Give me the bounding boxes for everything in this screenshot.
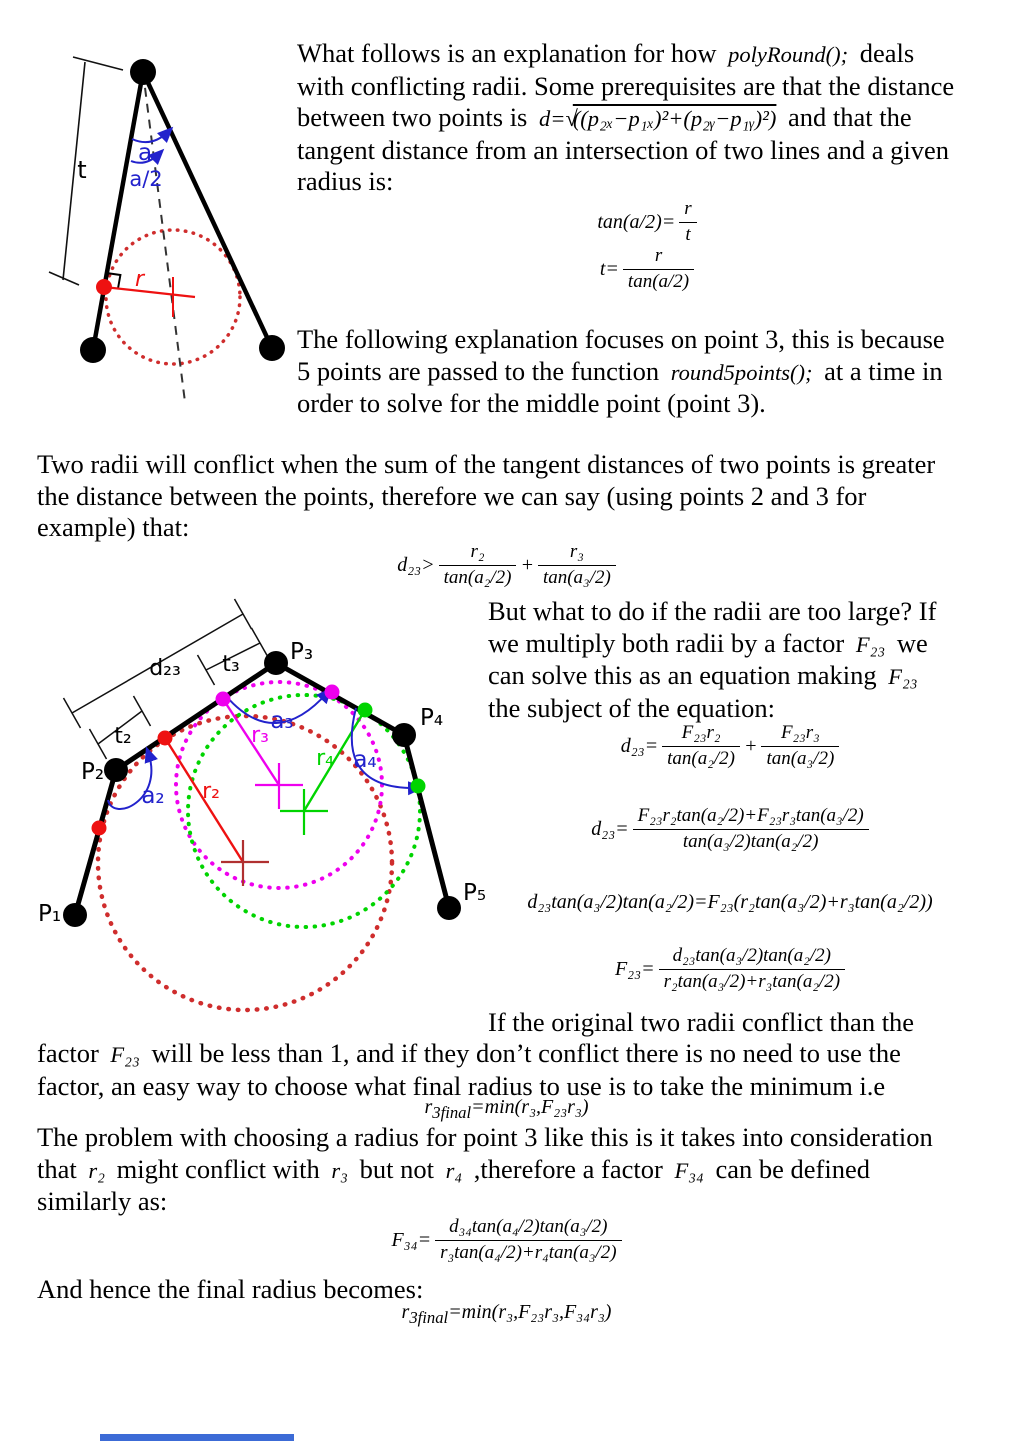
p1-label: P₁ [38, 901, 62, 927]
denominator: tan(a₃/2) [766, 747, 835, 769]
formula-tan-half-angle [297, 198, 997, 247]
text-segment: polyRound(); [728, 42, 849, 67]
numerator: r₃ [538, 541, 616, 566]
tangent-dot-red-1 [158, 731, 173, 746]
text-segment: we multiply both radii by a factor [488, 627, 851, 658]
text-line [297, 356, 997, 389]
formula-d23-with-factor [480, 722, 980, 771]
text-segment: r₄ [445, 1157, 463, 1183]
tangent-angle-diagram [35, 40, 305, 425]
numerator: F₂₃r₃ [761, 722, 839, 747]
text-line [297, 38, 997, 71]
d23-label: d₂₃ [149, 656, 181, 681]
formula-subscript: 3final [432, 1103, 472, 1122]
text-segment: deals [853, 38, 915, 68]
t2-tick-left [90, 729, 107, 759]
text-line [297, 388, 997, 420]
numerator: F₂₃r₂tan(a₂/2)+F₂₃r₃tan(a₃/2) [633, 805, 869, 830]
point3-paragraph [297, 324, 997, 420]
formula-rest: =min(r₃,F₂₃r₃,F₃₄r₃) [448, 1301, 612, 1323]
text-line [488, 693, 1003, 725]
f34-paragraph [37, 1122, 997, 1218]
tangent-point-dot [96, 279, 112, 295]
text-segment: that [37, 1153, 84, 1184]
text-segment: ,therefore a factor [467, 1153, 670, 1184]
d23-tick-left [64, 698, 81, 728]
text-line [297, 71, 997, 103]
tangent-dot-magenta-2 [325, 685, 340, 700]
text-segment: the distance between the points, therefore we can say (using points 2 and 3 for [37, 480, 867, 511]
a4-label: a₄ [353, 747, 377, 773]
denominator: tan(a₃/2)tan(a₂/2) [682, 830, 819, 852]
p2-vertex-dot [104, 758, 128, 782]
r2-label: r₂ [202, 779, 220, 804]
text-segment: with conflicting radii. Some prerequisites are that the distance [297, 70, 955, 101]
a2-label: a₂ [141, 783, 165, 809]
text-segment: between two points is [297, 102, 534, 132]
text-line [297, 324, 997, 356]
text-line [37, 449, 987, 481]
fraction [439, 541, 517, 590]
text-line [488, 660, 1003, 693]
text-segment: factor [37, 1038, 106, 1068]
fraction [435, 1216, 621, 1265]
intro-paragraph [297, 38, 997, 198]
formula-rest: =min(r₃,F₂₃r₃) [471, 1096, 589, 1118]
text-segment: The following explanation focuses on point 3, this is because [297, 324, 945, 354]
text-line [488, 1007, 1003, 1039]
formula-f23-solved [480, 945, 980, 994]
text-line [297, 166, 997, 198]
fraction [623, 245, 694, 294]
text-line [37, 1154, 997, 1187]
text-segment: The problem with choosing a radius for point 3 like this is it takes into consideration [37, 1122, 933, 1152]
text-segment: But what to do if the radii are too large? If [488, 596, 937, 626]
fraction [633, 805, 869, 854]
formula-r3final-min [0, 1096, 1013, 1123]
text-line [488, 596, 1003, 628]
denominator: tan(a₂/2) [443, 566, 512, 588]
text-line [297, 102, 997, 135]
text-segment: might conflict with [109, 1153, 327, 1184]
formula-d23-linear: d₂₃tan(a₃/2)tan(a₂/2)=F₂₃(r₂tan(a₃/2)+r₃tan(a₂/2)) [527, 891, 933, 913]
formula-lhs: F₂₃= [614, 957, 655, 980]
text-segment: r₃ [331, 1157, 348, 1183]
numerator: r [679, 198, 696, 223]
minimum-paragraph [37, 1038, 987, 1102]
text-segment: can solve this as an equation making [488, 660, 884, 690]
t-label: t [77, 156, 87, 184]
fraction [538, 541, 616, 590]
text-segment: F₂₃ [888, 664, 918, 689]
text-segment: And hence the final radius becomes: [37, 1274, 424, 1304]
numerator: F₂₃r₂ [662, 722, 740, 747]
t3-tick-right [252, 628, 269, 658]
fraction [659, 945, 845, 994]
formula-base: r [401, 1301, 410, 1323]
bottom-right-vertex-dot [259, 335, 285, 361]
denominator: tan(a₂/2) [667, 747, 735, 769]
denominator: r₃tan(a₄/2)+r₄tan(a₃/2) [440, 1241, 617, 1263]
text-segment: Two radii will conflict when the sum of the tangent distances of two points is greater [37, 449, 936, 479]
text-segment: we [890, 627, 928, 658]
formula-lhs: d₂₃> [397, 553, 435, 576]
formula-lhs: F₃₄= [391, 1228, 432, 1251]
text-segment: F₂₃ [110, 1042, 140, 1067]
text-segment: but not [352, 1153, 441, 1184]
polygon-points-diagram [25, 595, 510, 1040]
p4-label: P₄ [420, 705, 444, 731]
right-edge [143, 72, 272, 348]
plus-operator: + [743, 734, 758, 757]
text-line [297, 135, 997, 167]
text-segment: d=√ [539, 106, 578, 131]
formula-subscript: 3final [409, 1308, 449, 1327]
conflict-result-line [488, 1007, 1003, 1039]
angle-a-label: a [137, 140, 153, 166]
text-segment: ((p₂ₓ−p₁ₓ)²+(p₂ᵧ−p₁ᵧ)²) [572, 106, 777, 131]
top-vertex-dot [130, 59, 156, 85]
plus-operator: + [520, 553, 534, 576]
denominator: t [685, 223, 691, 245]
t3-tick-left [198, 655, 215, 685]
formula-d23-combined [480, 805, 980, 854]
text-segment: at a time in [817, 355, 943, 386]
a3-label: a₃ [270, 708, 294, 734]
fraction [679, 198, 696, 247]
p1-vertex-dot [63, 903, 87, 927]
factor-paragraph [488, 596, 1003, 724]
fraction [662, 722, 740, 771]
p3-vertex-dot [264, 651, 288, 675]
formula-tangent-distance [297, 245, 997, 294]
r-label: r [135, 267, 145, 292]
text-line [37, 481, 987, 513]
text-line [37, 512, 987, 544]
text-segment: tangent distance from an intersection of two lines and a given [297, 134, 949, 165]
numerator: d₃₄tan(a₄/2)tan(a₃/2) [435, 1216, 621, 1241]
r3-label: r₃ [251, 723, 269, 748]
text-segment: and that the [781, 102, 912, 132]
text-segment: can be defined [708, 1153, 870, 1184]
tangent-dot-green-1 [358, 703, 373, 718]
text-segment: similarly as: [37, 1186, 168, 1216]
text-segment: 5 points are passed to the function [297, 355, 666, 386]
formula-r3final-full [0, 1301, 1013, 1328]
bottom-blue-bar [100, 1434, 294, 1441]
d23-tick-right [235, 599, 252, 629]
t-dimension-tick-top [73, 57, 123, 70]
fraction [761, 722, 839, 771]
formula-lhs: d₂₃= [620, 734, 659, 757]
tangent-dot-green-2 [411, 779, 426, 794]
bottom-left-vertex-dot [80, 337, 106, 363]
text-line [37, 1186, 997, 1218]
text-segment: F₂₃ [855, 631, 886, 657]
tangent-dot-magenta-1 [216, 692, 231, 707]
denominator: tan(a₃/2) [542, 566, 611, 588]
denominator: tan(a/2) [627, 270, 690, 292]
text-segment: order to solve for the middle point (point 3). [297, 388, 766, 418]
numerator: d₂₃tan(a₃/2)tan(a₂/2) [659, 945, 845, 970]
p2-label: P₂ [81, 759, 105, 785]
p5-label: P₅ [463, 880, 487, 906]
formula-f34 [0, 1216, 1013, 1265]
text-segment: F₃₄ [674, 1157, 704, 1183]
t2-label: t₂ [114, 724, 132, 749]
text-segment: example) that: [37, 512, 190, 542]
text-segment: will be less than 1, and if they don’t conflict there is no need to use the [144, 1038, 901, 1068]
left-edge [93, 72, 143, 350]
text-segment: round5points(); [670, 359, 813, 385]
text-line [488, 628, 1003, 661]
formula-lhs: d₂₃= [591, 817, 629, 840]
r4-label: r₄ [316, 746, 334, 771]
text-line [37, 1122, 997, 1154]
conflict-paragraph [37, 449, 987, 544]
radius-line [104, 287, 195, 297]
formula-lhs: t= [599, 257, 619, 280]
text-segment: the subject of the equation: [488, 692, 775, 723]
t2-tick-right [134, 696, 151, 726]
numerator: r [623, 245, 694, 270]
denominator: r₂tan(a₃/2)+r₃tan(a₂/2) [663, 970, 841, 992]
text-segment: factor, an easy way to choose what final radius to use is to take the minimum i.e [37, 1070, 886, 1101]
p3-label: P₃ [290, 639, 314, 665]
formula-base: r [424, 1096, 433, 1118]
formula-d23-inequality [0, 541, 1013, 590]
formula-lhs: tan(a/2)= [597, 210, 676, 233]
text-line [37, 1038, 987, 1071]
p4-vertex-dot [392, 723, 416, 747]
angle-a-half-label: a/2 [129, 167, 163, 191]
text-segment: If the original two radii conflict than the [488, 1007, 915, 1037]
text-segment: radius is: [297, 166, 394, 196]
text-segment: r₂ [88, 1157, 105, 1183]
tangent-dot-red-2 [92, 821, 107, 836]
p5-vertex-dot [437, 896, 461, 920]
t3-label: t₃ [222, 652, 240, 677]
text-segment: What follows is an explanation for how [297, 38, 724, 68]
numerator: r₂ [439, 541, 517, 566]
